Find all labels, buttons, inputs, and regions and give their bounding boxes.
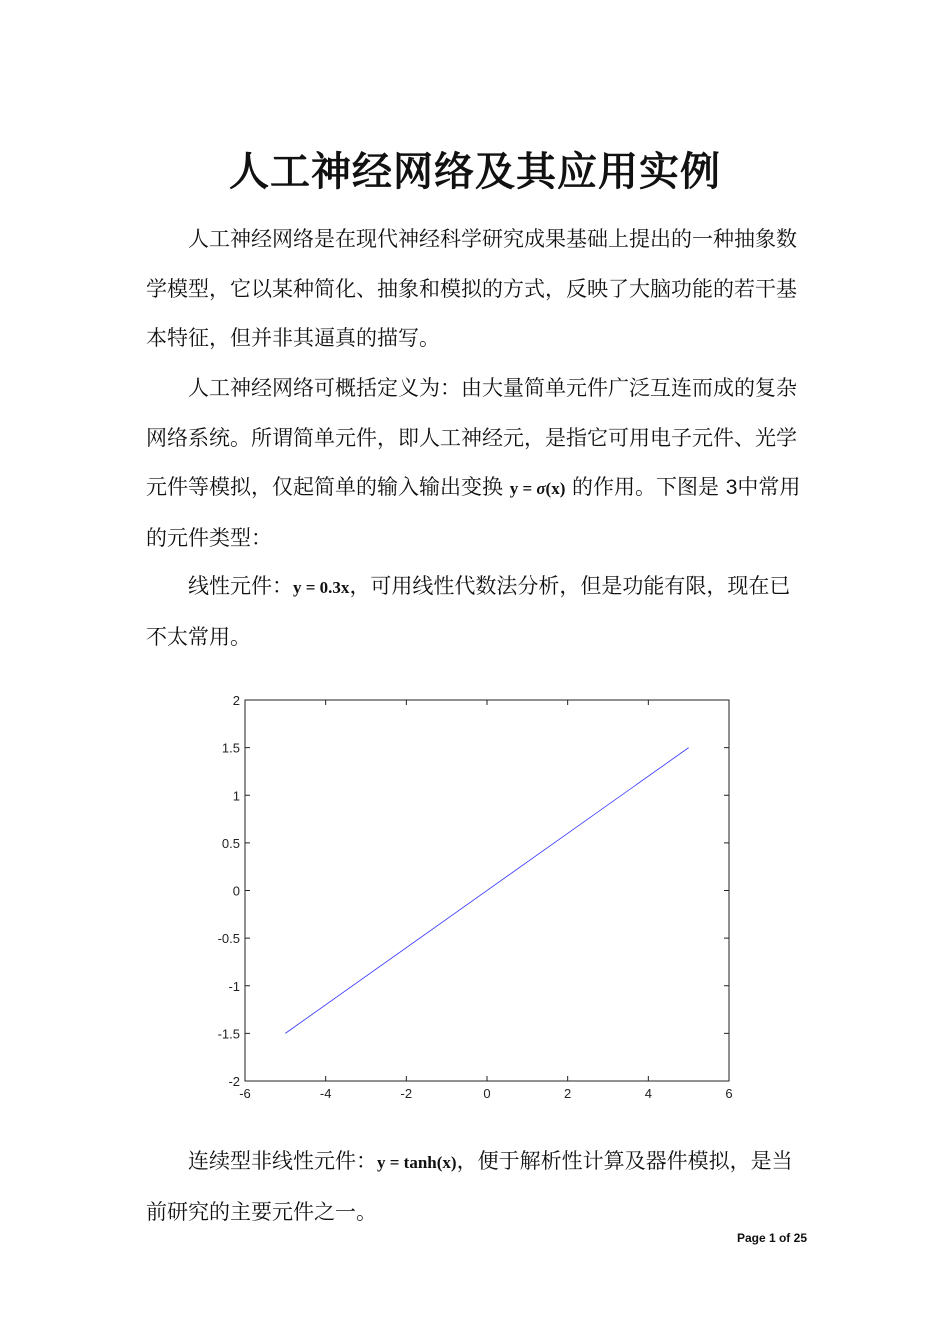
y-tick-label: 1 bbox=[232, 788, 240, 804]
x-tick-label: 0 bbox=[483, 1086, 491, 1101]
formula-sigma-transform bbox=[510, 479, 566, 498]
page-of-label: of bbox=[775, 1231, 794, 1245]
paragraph-nonlinear-element bbox=[146, 1137, 808, 1237]
document-title: 人工神经网络及其应用实例 bbox=[229, 148, 721, 195]
formula-linear: y = 0.3x bbox=[293, 578, 350, 597]
y-tick-label: 1.5 bbox=[221, 740, 240, 756]
formula-tanh: y = tanh(x) bbox=[377, 1153, 457, 1172]
x-tick-label: -4 bbox=[319, 1086, 332, 1101]
y-tick-label: 0.5 bbox=[221, 835, 240, 851]
paragraph-definition-end: 中常用的元件类型： bbox=[146, 475, 801, 550]
paragraph-linear-element bbox=[146, 562, 808, 662]
y-tick-label: -2 bbox=[228, 1074, 240, 1089]
page-footer bbox=[737, 1231, 807, 1245]
formula-rhs: (x) bbox=[545, 479, 566, 498]
linear-element-description: ，可用线性代数法分析，但是功能有限，现在已不太常用。 bbox=[146, 574, 791, 649]
paragraph-definition bbox=[146, 364, 808, 563]
page-number: 1 bbox=[768, 1231, 776, 1245]
paragraph-definition-middle: 的作用。下图是 bbox=[565, 475, 726, 499]
paragraph-definition-text: 人工神经网络可概括定义为：由大量简单元件广泛互连而成的复杂网络系统。所谓简单元件，即人工神经元，是指它可用电子元件、光学元件等模拟，仅起简单的输入输出变换 bbox=[146, 376, 797, 499]
linear-element-label: 线性元件： bbox=[188, 574, 293, 598]
y-tick-label: -1.5 bbox=[217, 1026, 240, 1042]
page-label: Page bbox=[736, 1231, 769, 1245]
linear-element-chart bbox=[210, 688, 740, 1108]
page-total: 25 bbox=[793, 1231, 807, 1245]
nonlinear-element-description: ，便于解析性计算及器件模拟，是当前研究的主要元件之一。 bbox=[146, 1149, 793, 1224]
x-tick-label: -6 bbox=[239, 1086, 251, 1101]
y-tick-label: 0 bbox=[232, 883, 240, 899]
x-tick-label: -2 bbox=[400, 1086, 413, 1101]
y-tick-label: -1 bbox=[228, 978, 240, 994]
x-tick-label: 2 bbox=[564, 1086, 572, 1101]
formula-lhs: y = bbox=[509, 479, 537, 498]
sigma-symbol: σ bbox=[536, 479, 546, 498]
y-tick-label: 2 bbox=[232, 693, 240, 708]
nonlinear-element-label: 连续型非线性元件： bbox=[188, 1149, 377, 1173]
paragraph-intro: 人工神经网络是在现代神经科学研究成果基础上提出的一种抽象数学模型，它以某种简化、抽象和模拟的方式，反映了大脑功能的若干基本特征，但并非其逼真的描写。 bbox=[146, 227, 797, 350]
element-type-count: 3 bbox=[725, 476, 738, 499]
x-tick-label: 4 bbox=[644, 1086, 652, 1101]
y-tick-label: -0.5 bbox=[217, 931, 240, 947]
x-tick-label: 6 bbox=[725, 1086, 733, 1101]
